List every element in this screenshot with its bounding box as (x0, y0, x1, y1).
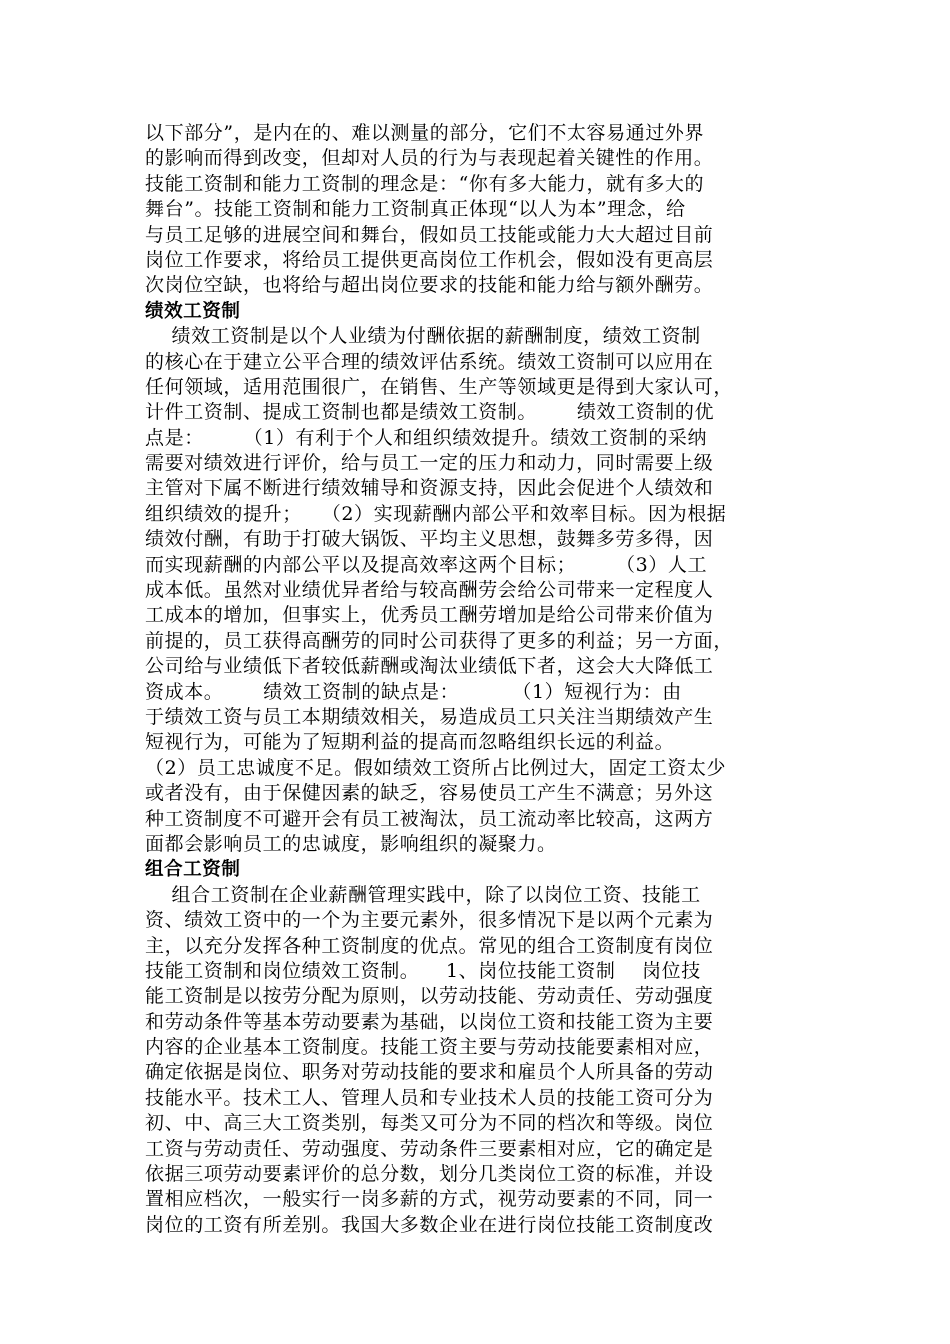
text-line: 技能工资制和能力工资制的理念是：“你有多大能力，就有多大的 (145, 172, 705, 195)
text-line: 组织绩效的提升； （2）实现薪酬内部公平和效率目标。因为根据 (145, 502, 727, 525)
text-line: 面都会影响员工的忠诚度，影响组织的凝聚力。 (145, 832, 557, 855)
text-line: 与员工足够的进展空间和舞台，假如员工技能或能力大大超过目前 (145, 223, 714, 246)
text-line: 次岗位空缺，也将给与超出岗位要求的技能和能力给与额外酬劳。 (145, 274, 714, 297)
document-body (145, 121, 815, 1238)
text-line: 种工资制度不可避开会有员工被淘汰，员工流动率比较高，这两方 (145, 807, 714, 830)
text-line: 初、中、高三大工资类别，每类又可分为不同的档次和等级。岗位 (145, 1112, 714, 1135)
section-heading-combined-pay: 组合工资制 (145, 859, 241, 881)
intro-paragraph (145, 121, 815, 299)
text-line: 绩效工资制是以个人业绩为付酬依据的薪酬制度，绩效工资制 (145, 325, 701, 348)
text-line: 公司给与业绩低下者较低薪酬或淘汰业绩低下者，这会大大降低工 (145, 655, 714, 678)
text-line: 内容的企业基本工资制度。技能工资主要与劳动技能要素相对应， (145, 1036, 714, 1059)
text-line: 岗位工作要求，将给员工提供更高岗位工作机会，假如没有更高层 (145, 248, 714, 271)
text-line: 主，以充分发挥各种工资制度的优点。常见的组合工资制度有岗位 (145, 934, 714, 957)
text-line: 岗位的工资有所差别。我国大多数企业在进行岗位技能工资制度改 (145, 1213, 714, 1236)
text-line: 置相应档次，一般实行一岗多薪的方式，视劳动要素的不同，同一 (145, 1188, 714, 1211)
text-line: 舞台”。技能工资制和能力工资制真正体现“以人为本”理念，给 (145, 198, 686, 221)
section-heading-performance-pay: 绩效工资制 (145, 300, 241, 322)
text-line: 以下部分”，是内在的、难以测量的部分，它们不太容易通过外界 (145, 122, 705, 144)
text-line: 需要对绩效进行评价，给与员工一定的压力和动力，同时需要上级 (145, 452, 714, 475)
text-line: 于绩效工资与员工本期绩效相关，易造成员工只关注当期绩效产生 (145, 705, 714, 728)
text-line: 的影响而得到改变，但却对人员的行为与表现起着关键性的作用。 (145, 147, 714, 170)
text-line: 资、绩效工资中的一个为主要元素外，很多情况下是以两个元素为 (145, 909, 714, 932)
text-line: 点是： （1）有利于个人和组织绩效提升。绩效工资制的采纳 (145, 426, 708, 449)
text-line: 前提的，员工获得高酬劳的同时公司获得了更多的利益；另一方面， (145, 629, 734, 652)
text-line: 的核心在于建立公平合理的绩效评估系统。绩效工资制可以应用在 (145, 350, 714, 373)
text-line: 主管对下属不断进行绩效辅导和资源支持，因此会促进个人绩效和 (145, 477, 714, 500)
text-line: 短视行为，可能为了短期利益的提高而忽略组织长远的利益。 (145, 731, 675, 754)
text-line: 或者没有，由于保健因素的缺乏，容易使员工产生不满意；另外这 (145, 782, 714, 805)
text-line: 依据三项劳动要素评价的总分数，划分几类岗位工资的标准，并设 (145, 1163, 714, 1186)
text-line: 工成本的增加，但事实上，优秀员工酬劳增加是给公司带来价值为 (145, 604, 714, 627)
text-line: 绩效付酬，有助于打破大锅饭、平均主义思想，鼓舞多劳多得，因 (145, 528, 714, 551)
text-line: 资成本。 绩效工资制的缺点是： （1）短视行为：由 (145, 680, 682, 703)
text-line: 而实现薪酬的内部公平以及提高效率这两个目标； （3）人工 (145, 553, 708, 576)
text-line: 能工资制是以按劳分配为原则，以劳动技能、劳动责任、劳动强度 (145, 985, 714, 1008)
combined-pay-paragraph (145, 883, 815, 1238)
text-line: 工资与劳动责任、劳动强度、劳动条件三要素相对应，它的确定是 (145, 1137, 714, 1160)
text-line: （2）员工忠诚度不足。假如绩效工资所占比例过大，固定工资太少 (145, 756, 727, 779)
text-line: 组合工资制在企业薪酬管理实践中，除了以岗位工资、技能工 (145, 883, 701, 906)
text-line: 成本低。虽然对业绩优异者给与较高酬劳会给公司带来一定程度人 (145, 579, 714, 602)
text-line: 和劳动条件等基本劳动要素为基础，以岗位工资和技能工资为主要 (145, 1010, 714, 1033)
text-line: 计件工资制、提成工资制也都是绩效工资制。 绩效工资制的优 (145, 401, 715, 424)
text-line: 任何领域，适用范围很广，在销售、生产等领域更是得到大家认可， (145, 375, 734, 398)
performance-pay-paragraph (145, 324, 815, 857)
text-line: 确定依据是岗位、职务对劳动技能的要求和雇员个人所具备的劳动 (145, 1061, 714, 1084)
text-line: 技能水平。技术工人、管理人员和专业技术人员的技能工资可分为 (145, 1086, 714, 1109)
text-line: 技能工资制和岗位绩效工资制。 1、岗位技能工资制 岗位技 (145, 959, 701, 982)
